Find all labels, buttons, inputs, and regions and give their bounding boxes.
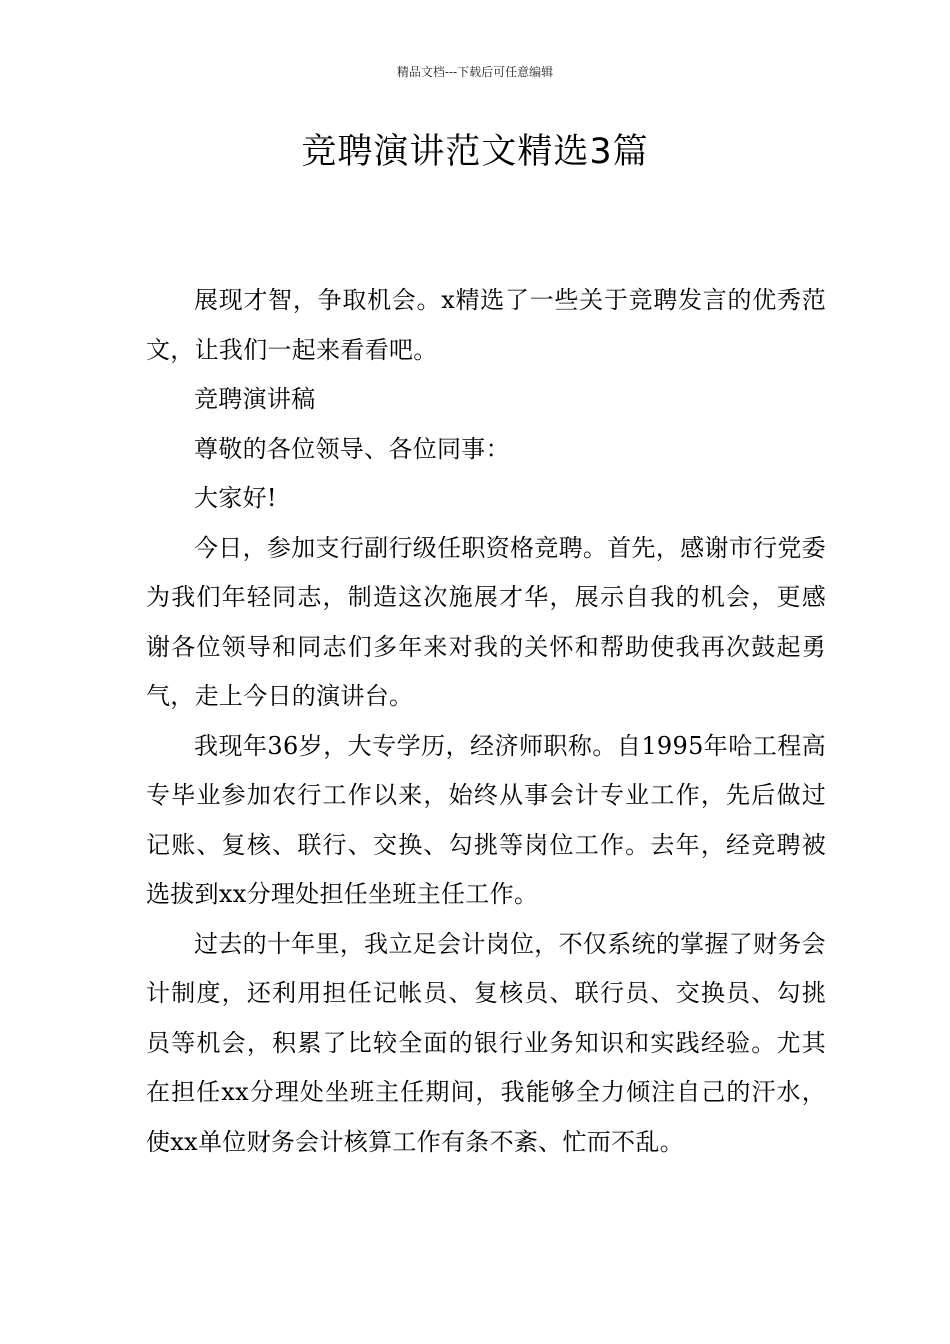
paragraph-experience: 过去的十年里，我立足会计岗位，不仅系统的掌握了财务会计制度，还利用担任记帐员、复核员、联行员、交换员、勾挑员等机会，积累了比较全面的银行业务知识和实践经验。尤其在担任xx分理处坐班主任期间，我能够全力倾注自己的汗水，使xx单位财务会计核算工作有条不紊、忙而不乱。 — [146, 929, 826, 1156]
paragraph-greeting: 大家好! — [194, 484, 277, 512]
header-note: 精品文档---下载后可任意编辑 — [396, 65, 554, 79]
paragraph-salutation: 尊敬的各位领导、各位同事： — [194, 434, 510, 463]
paragraph-opening: 今日，参加支行副行级任职资格竞聘。首先，感谢市行党委为我们年轻同志，制造这次施展才华，展示自我的机会，更感谢各位领导和同志们多年来对我的关怀和帮助使我再次鼓起勇气，走上今日的演讲台。 — [146, 533, 826, 710]
document-body — [146, 276, 826, 1167]
paragraph-heading: 竞聘演讲稿 — [194, 385, 316, 413]
document-title: 竞聘演讲范文精选3篇 — [301, 132, 649, 172]
paragraph-background: 我现年36岁，大专学历，经济师职称。自1995年哈工程高专毕业参加农行工作以来，始终从事会计专业工作，先后做过记账、复核、联行、交换、勾挑等岗位工作。去年，经竞聘被选拔到xx分理处担任坐班主任工作。 — [146, 731, 826, 908]
paragraph-intro: 展现才智，争取机会。x精选了一些关于竞聘发言的优秀范文，让我们一起来看看吧。 — [146, 286, 826, 364]
